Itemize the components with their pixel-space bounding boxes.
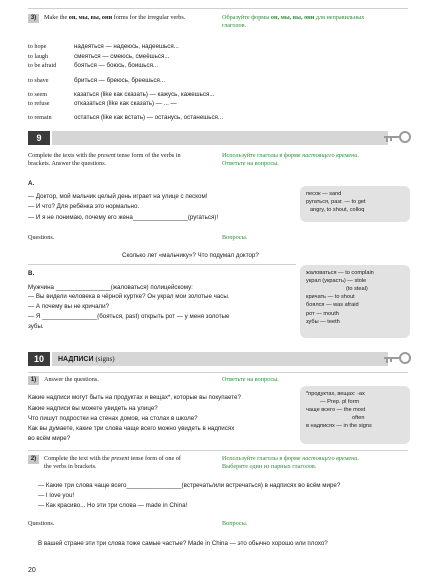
verb-russian: бояться — боюсь, боишься... [74,62,159,69]
question-line: во всём мире? [28,435,71,442]
part-label: B. [28,270,35,277]
exercise-instruction-ru: Ответьте на вопросы. [222,376,279,383]
exercise-instruction-ru-line2: Выберите один из парных глаголов. [222,463,317,470]
question-text: В вашей стране эти три слова тоже самые частые? Made in China — это обычно хорошо или плохо? [38,540,328,547]
verb-row [28,43,408,52]
verb-row [28,100,408,109]
questions-label-ru: Вопросы. [222,234,248,241]
verb-russian: остаться (like как встать) — останусь, останешься... [74,114,224,121]
exercise-instruction-ru: Образуйте формы он, мы, вы, они для неправильных [222,14,365,21]
vocab-entry: кричать — to shout [306,294,355,301]
verb-row [28,114,408,123]
section-header-bar [52,131,388,145]
vocab-entry: рот — mouth [306,310,339,317]
dialogue-line: — Я ________________(бояться, past) открыть рот — у меня золотые [28,313,230,320]
verb-russian: смеяться — смеюсь, смеёшься... [74,53,170,60]
part-label: A. [28,180,35,187]
section-number: 10 [28,352,50,366]
vocab-entry: в надписях — in the signs [306,423,372,430]
exercise-instruction-en: Answer the questions. [44,376,99,383]
questions-label-en: Questions. [28,234,55,241]
section-title: НАДПИСИ (signs) [58,355,115,363]
vocab-entry: зубы — teeth [306,318,340,325]
exercise-instruction-en-line2: the verbs in brackets. [44,463,97,470]
vocab-entry: чаще всего — the most [306,407,366,414]
exercise-number: 2) [28,455,39,464]
vocabulary-box [300,386,410,444]
dialogue-line: — I love you! [38,492,75,499]
section-header-bar [52,352,388,366]
section-instruction-ru: Используйте глаголы в форме настоящего времени. [222,152,359,159]
verb-row [28,62,408,71]
verb-row [28,91,408,100]
key-icon [382,128,412,146]
section-number: 9 [28,131,50,145]
verb-russian: бриться — бреюсь, бреешься... [74,77,166,84]
dialogue-line: — И что? Для ребёнка это нормально. [28,203,140,210]
verb-english: to shave [28,77,49,84]
question-line: Какие надписи вы можете увидеть на улице? [28,405,158,412]
section-instruction-en-line2: brackets. Answer the questions. [28,160,107,167]
vocab-entry: жаловаться — to complain [306,270,374,276]
vocab-entry: (to steal) [346,286,368,293]
vocab-entry: — Prep. pl form [320,399,360,406]
questions-label-ru: Вопросы. [222,520,248,527]
dialogue-line: — А почему вы не кричали? [28,303,110,310]
vocab-entry: украл (украсть) — stole [306,278,367,285]
vocab-entry: often [352,415,365,422]
vocab-entry: *продуктах, вещах: -ах [306,391,365,397]
verb-english: to remain [28,114,52,121]
exercise-instruction-en: Make the он, мы, вы, они forms for the irregular verbs. [44,14,186,21]
question-line: Какие надписи могут быть на продуктах и вещах*, которые вы покупаете? [28,394,241,401]
exercise-number: 1) [28,376,39,385]
exercise-instruction-ru: Используйте глаголы в форме настоящего времени. [222,455,359,462]
key-icon [382,349,412,367]
dialogue-line: — Как красиво... Но эти три слова — made in China! [38,502,188,509]
question-text: Сколько лет «мальчику»? Что подумал доктор? [122,252,259,259]
dialogue-line: — Доктор, мой мальчик целый день играет на улице с песком! [28,193,208,200]
vocabulary-box [300,265,410,338]
exercise-instruction-ru-line2: глаголов. [222,22,247,29]
exercise-instruction-en: Complete the text with the present tense form of one of [44,455,181,462]
verb-russian: надеяться — надеюсь, надеешься... [74,43,179,50]
exercise-number: 3) [28,14,39,23]
question-line: Как вы думаете, какие три слова чаще всего можно увидеть в надписях [28,425,235,432]
vocab-entry: песок — sand [306,191,342,197]
divider [28,372,408,373]
dialogue-line: — Какие три слова чаще всего________________(встречать/или встречаться) в надписях во всём мире? [38,482,341,489]
question-line: Что пишут подростки на стенах домов, на столах в школе? [28,415,198,422]
verb-russian: отказаться (like как сказать) — ... — [74,100,177,107]
top-rule [28,8,408,9]
vocabulary-box [300,186,410,222]
page-number: 20 [28,567,36,574]
verb-row [28,77,408,86]
dialogue-line: зубы. [28,323,44,330]
verb-english: to hope [28,43,47,50]
vocab-entry: боялся — was afraid [306,302,359,309]
vocab-entry: angry, to shout, colloq [310,207,365,214]
dialogue-line: — И я не понимаю, почему его жена________________(ругаться)! [28,214,219,221]
section-instruction-en: Complete the texts with the present tense form of the verbs in [28,152,181,159]
verb-english: to laugh [28,53,49,60]
divider [28,264,296,265]
verb-english: to seem [28,91,48,98]
vocab-entry: ругаться, разг. — to get [306,199,366,206]
verb-russian: казаться (like как сказать) — кажусь, кажешься... [74,91,215,98]
dialogue-line: Мужчина ________________(жаловаться) полицейскому: [28,284,193,291]
verb-english: to refuse [28,100,50,107]
verb-english: to be afraid [28,62,57,69]
dialogue-line: — Вы видели человека в чёрной куртке? Он украл мои золотые часы. [28,293,230,300]
section-instruction-ru-line2: Ответьте на вопросы. [222,160,279,167]
divider [28,450,408,451]
questions-label-en: Questions. [28,520,55,527]
verb-row [28,53,408,62]
